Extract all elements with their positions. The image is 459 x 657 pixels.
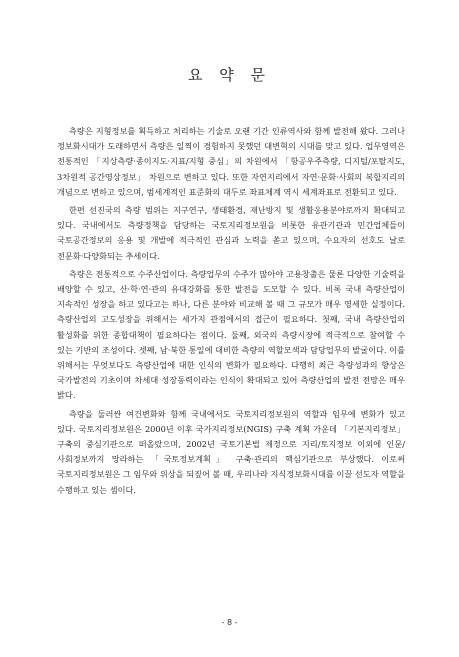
page-number: - 8 - bbox=[221, 618, 238, 627]
paragraph: 측량은 지형정보를 획득하고 처리하는 기술로 오랜 기간 인류역사와 함께 발전해 왔다. 그러나 정보화시대가 도래하면서 측량은 일찍이 경험하지 못했던 대변혁의 시대를 맞고 있다. 업무영역은 전통적인 「지상측량·종이지도·지표/지형 중심」의 차원에서 「항공우주측량, 디지털/포탈지도, 3차원적 공간영상정보」 차원으로 변하고 있다. 또한 자연지리에서 자연·문화·사회의 복합지리의 개념으로 변하고 있으며, 범세계적인 표준화의 대두로 좌표체계 역시 세계좌표로 전환되고 있다. bbox=[57, 126, 405, 197]
summary-body bbox=[57, 124, 405, 501]
document-title: 요 약 문 bbox=[187, 66, 271, 84]
paragraph: 측량을 둘러싼 여건변화와 함께 국내에서도 국토지리정보원의 역할과 임무에 변화가 있고 있다. 국토지리정보원은 2000년 이후 국가지리정보(NGIS) 구축 계획 가운데 「기본지리정보」 구축의 중심기관으로 떠올랐으며, 2002년 국토기본법 제정으로 지리/토지정보 이외에 인문/사회정보까지 망라하는 「국토정보계획」 구축·관리의 핵심기관으로 부상했다. 이로써 국토지리정보원은 그 임무와 위상을 되짚어 볼 때, 우리나라 지식정보화시대를 이끌 선도자 역할을 수행하고 있는 셈이다. bbox=[57, 408, 405, 495]
paragraph: 측량은 전통적으로 수주산업이다. 측량업무의 수주가 많아야 고용창출은 물론 다양한 기술력을 배양할 수 있고, 산·학·연·관의 유대강화를 통한 발전을 도모할 수 있다. 비록 국내 측량산업이 지속적인 성장을 하고 있다고는 하나, 다른 분야와 비교해 볼 때 그 규모가 매우 영세한 실정이다. 측량산업의 고도성장을 위해서는 세가지 관점에서의 접근이 필요하다. 첫째, 국내 측량산업의 활성화를 위한 종합대책이 필요하다는 점이다. 둘째, 외국의 측량시장에 적극적으로 참여할 수 있는 기반의 조성이다. 셋째, 남·북한 통일에 대비한 측량의 역할모색과 담당업무의 발굴이다. 이를 위해서는 무엇보다도 측량산업에 대한 인식의 변화가 필요하다. 다행히 최근 측량성과의 향상은 국가발전의 기초이며 차세대 성장동력이라는 인식이 확대되고 있어 측량산업의 발전 전망은 매우 밝다. bbox=[57, 268, 405, 401]
paragraph: 한편 선진국의 측량 범위는 지구연구, 생태환경, 재난방지 및 생활응용분야로까지 확대되고 있다. 국내에서도 측량정책을 담당하는 국토지리정보원을 비롯한 유관기관과 민간업체들이 국토공간정보의 응용 및 개발에 적극적인 관심과 노력을 쏟고 있으며, 수요자의 선호도 날로 전문화·다양화되는 추세이다. bbox=[57, 205, 405, 261]
